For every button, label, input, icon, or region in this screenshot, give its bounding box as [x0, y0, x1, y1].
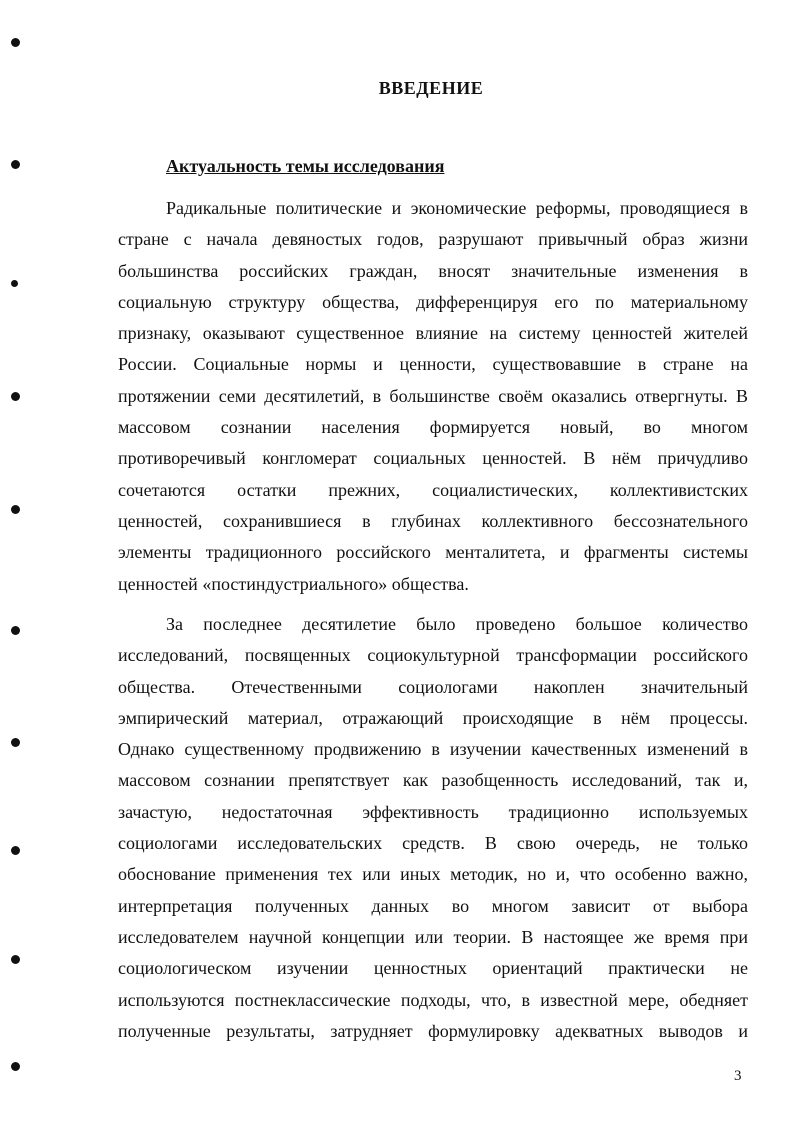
text-line: сочетаются остатки прежних, социалистических, коллективистских: [118, 479, 748, 500]
binding-hole-mark: [11, 38, 20, 47]
binding-hole-mark: [11, 392, 20, 401]
text-line: социологами исследовательских средств. В свою очередь, не только: [118, 833, 748, 854]
binding-hole-mark: [11, 280, 18, 287]
text-line: России. Социальные нормы и ценности, существовавшие в стране на: [118, 354, 748, 375]
binding-hole-mark: [11, 1062, 20, 1071]
binding-hole-mark: [11, 505, 20, 514]
text-line: Однако существенному продвижению в изучении качественных изменений в: [118, 739, 748, 760]
text-line: противоречивый конгломерат социальных ценностей. В нём причудливо: [118, 448, 748, 469]
binding-hole-mark: [11, 846, 20, 855]
text-line: зачастую, недостаточная эффективность традиционно используемых: [118, 801, 748, 822]
text-line: социологическом изучении ценностных ориентаций практически не: [118, 958, 748, 979]
text-line: массовом сознании населения формируется новый, во многом: [118, 417, 748, 438]
text-line: общества. Отечественными социологами накоплен значительный: [118, 676, 748, 697]
page-number: 3: [734, 1068, 742, 1084]
text-line: ценностей, сохранившиеся в глубинах коллективного бессознательного: [118, 510, 748, 531]
text-line: признаку, оказывают существенное влияние на систему ценностей жителей: [118, 323, 748, 344]
binding-hole-mark: [11, 160, 20, 169]
text-line: используются постнеклассические подходы, что, в известной мере, обедняет: [118, 989, 748, 1010]
text-line: протяжении семи десятилетий, в большинстве своём оказались отвергнуты. В: [118, 385, 748, 406]
text-line: ценностей «постиндустриального» общества.: [118, 573, 469, 594]
section-title: Актуальность темы исследования: [166, 156, 445, 176]
text-line: полученные результаты, затрудняет формулировку адекватных выводов и: [118, 1020, 748, 1041]
text-line: обоснование применения тех или иных методик, но и, что особенно важно,: [118, 864, 748, 885]
paragraph-2: [118, 609, 748, 1047]
text-line: исследователем научной концепции или теории. В настоящее же время при: [118, 926, 748, 947]
text-line: эмпирический материал, отражающий происходящие в нём процессы.: [118, 707, 748, 728]
text-line: социальную структуру общества, дифференцируя его по материальному: [118, 291, 748, 312]
text-line: За последнее десятилетие было проведено большое количество: [166, 614, 748, 634]
text-line: элементы традиционного российского менталитета, и фрагменты системы: [118, 542, 748, 563]
text-line: интерпретация полученных данных во многом зависит от выбора: [118, 895, 748, 916]
text-line: массовом сознании препятствует как разобщенность исследований, так и,: [118, 770, 748, 791]
text-line: исследований, посвященных социокультурной трансформации российского: [118, 645, 748, 666]
binding-hole-mark: [11, 738, 20, 747]
text-line: Радикальные политические и экономические реформы, проводящиеся в: [166, 198, 748, 218]
text-line: стране с начала девяностых годов, разрушают привычный образ жизни: [118, 229, 748, 250]
binding-hole-mark: [11, 626, 20, 635]
binding-hole-mark: [11, 955, 20, 964]
text-line: большинства российских граждан, вносят значительные изменения в: [118, 260, 748, 281]
chapter-heading: ВВЕДЕНИЕ: [378, 78, 484, 98]
paragraph-1: [118, 193, 748, 600]
